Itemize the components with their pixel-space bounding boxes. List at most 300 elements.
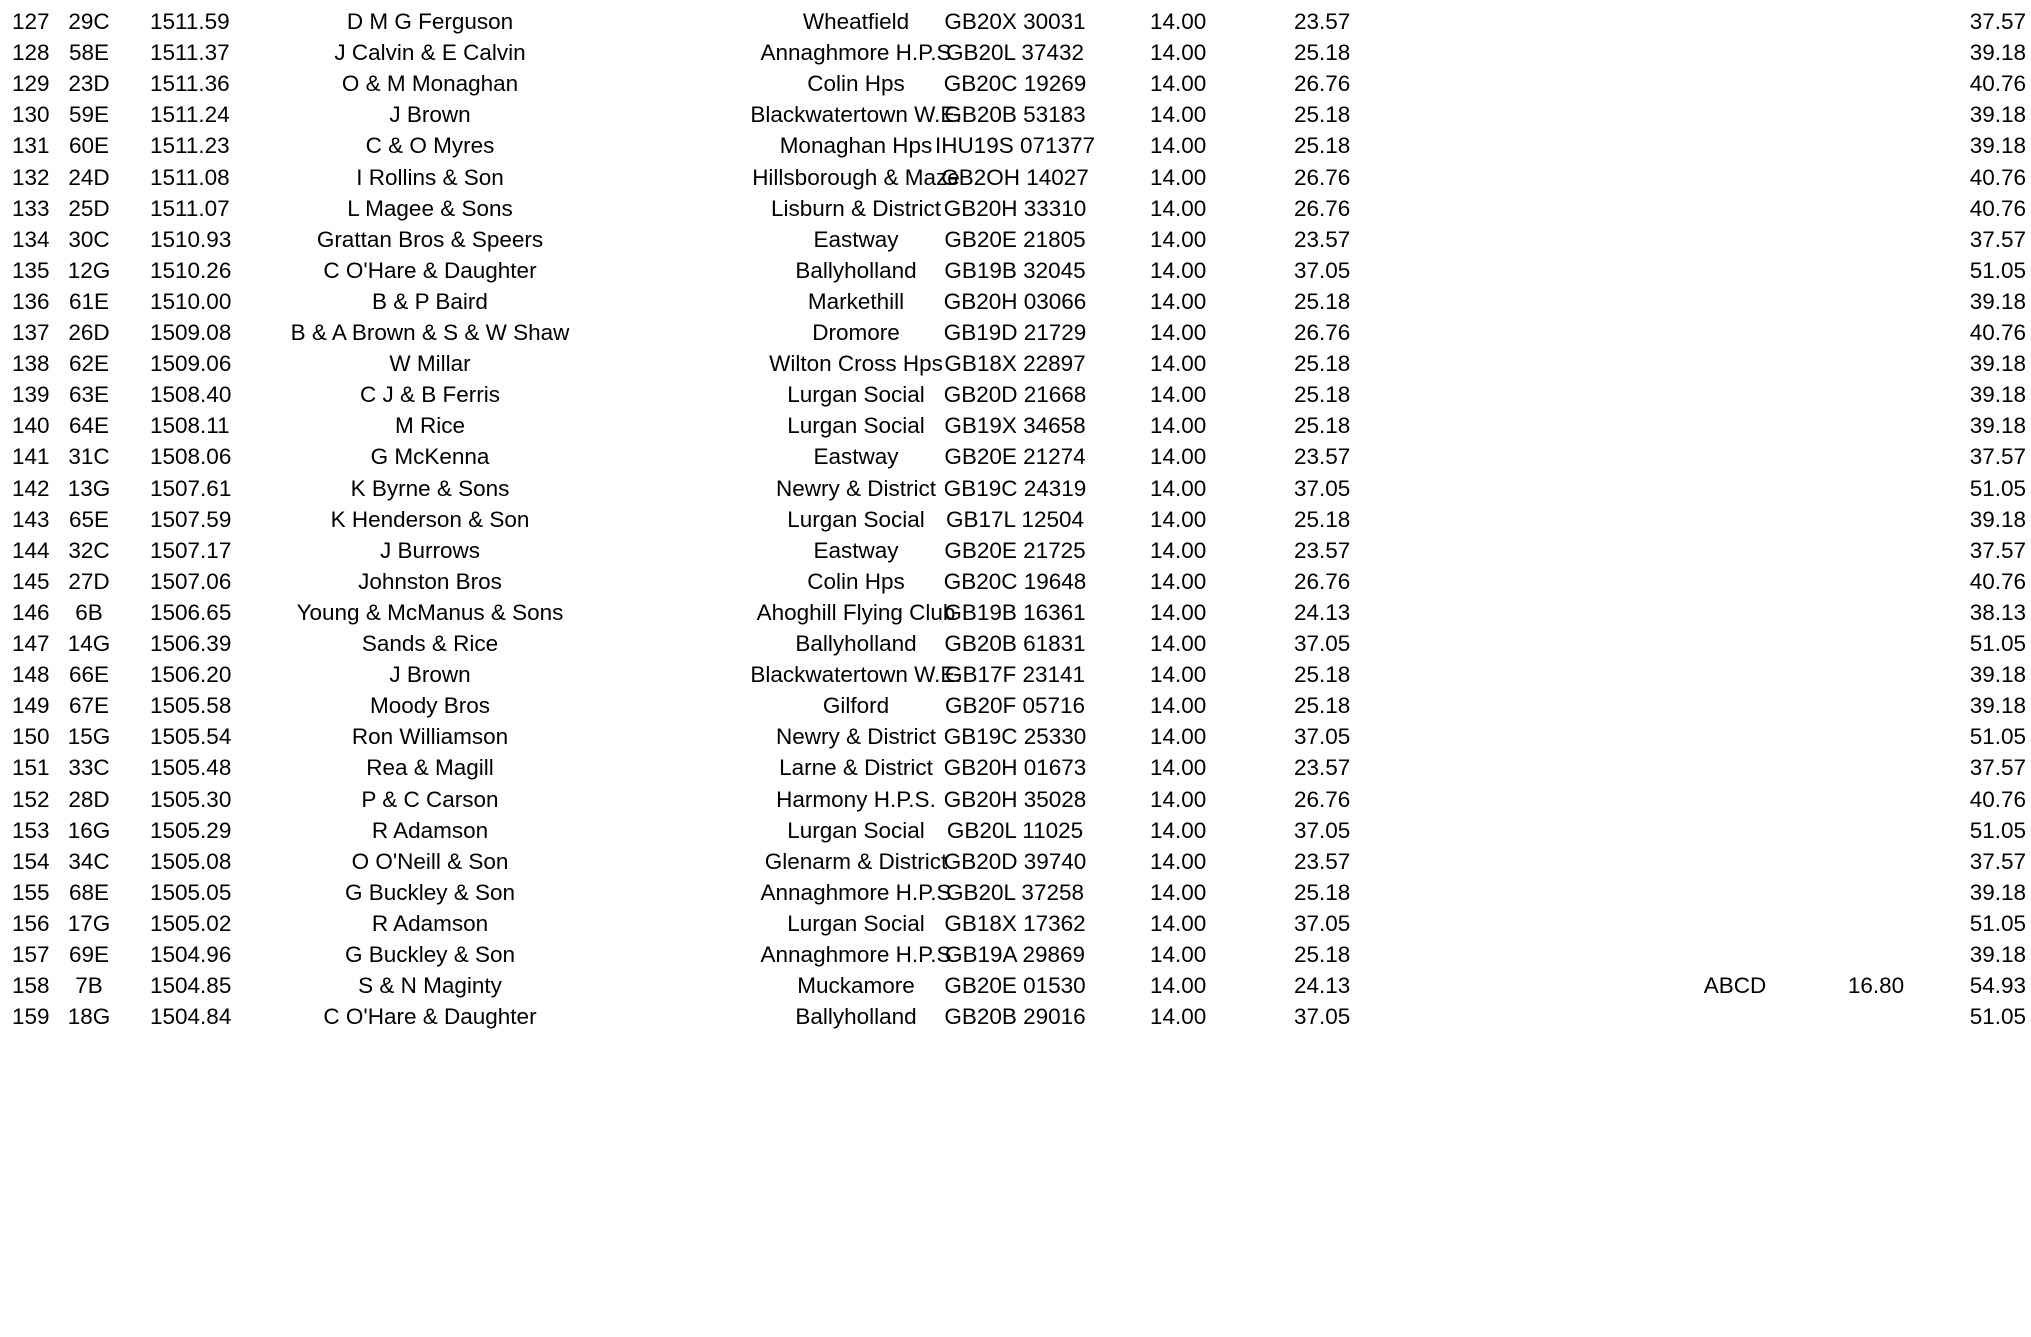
base-points-cell: 14.00 [1150,631,1207,656]
position-cell: 127 [12,9,50,34]
code-cell: 18G [67,1004,111,1030]
velocity-cell: 1508.11 [150,413,230,439]
club-cell: Wheatfield [802,9,910,34]
member-name-cell: K Byrne & Sons [350,475,510,501]
position-cell: 130 [12,102,50,128]
total-cell: 40.76 [1969,195,2026,221]
points-cell: 23.57 [1294,755,1351,781]
total-cell: 39.18 [1969,942,2026,967]
position-cell: 136 [12,288,50,314]
ring-number-cell: GB20E 21805 [944,226,1086,252]
club-cell: Lurgan Social [787,413,925,439]
velocity-cell: 1504.96 [150,942,232,967]
ring-number-cell: GB20E 21274 [944,444,1086,470]
ring-number-cell: GB20D 21668 [943,382,1087,408]
total-cell: 37.57 [1969,9,2026,34]
total-cell: 51.05 [1969,1004,2026,1030]
ring-number-cell: GB20B 29016 [944,1004,1086,1030]
base-points-cell: 14.00 [1150,724,1207,750]
club-cell: Dromore [812,320,900,345]
table-row [0,997,2031,1038]
code-cell: 69E [68,942,110,967]
club-cell: Muckamore [797,973,915,999]
position-cell: 156 [12,910,50,936]
points-cell: 25.18 [1294,942,1351,967]
ring-number-cell: GB20C 19269 [943,71,1087,97]
base-points-cell: 14.00 [1150,817,1207,843]
points-cell: 37.05 [1294,257,1351,283]
member-name-cell: Grattan Bros & Speers [316,226,544,252]
points-cell: 25.18 [1294,288,1351,314]
position-cell: 137 [12,320,50,345]
velocity-cell: 1505.54 [150,724,232,750]
member-name-cell: I Rollins & Son [356,164,504,190]
member-name-cell: K Henderson & Son [330,506,530,532]
club-cell: Lurgan Social [787,506,925,532]
velocity-cell: 1511.07 [150,195,230,221]
code-cell: 24D [68,164,110,190]
points-cell: 26.76 [1294,320,1351,345]
total-cell: 40.76 [1969,786,2026,812]
velocity-cell: 1511.59 [150,9,230,34]
points-cell: 24.13 [1294,973,1351,999]
base-points-cell: 14.00 [1150,257,1207,283]
code-cell: 31C [68,444,110,470]
base-points-cell: 14.00 [1150,9,1207,34]
ring-number-cell: GB20L 11025 [946,817,1084,843]
member-name-cell: B & P Baird [372,288,488,314]
total-cell: 39.18 [1969,662,2026,688]
base-points-cell: 14.00 [1150,102,1207,128]
base-points-cell: 14.00 [1150,910,1207,936]
total-cell: 37.57 [1969,537,2026,563]
club-cell: Colin Hps [807,568,905,594]
ring-number-cell: GB20X 30031 [944,9,1086,34]
total-cell: 51.05 [1969,817,2026,843]
base-points-cell: 14.00 [1150,444,1207,470]
total-cell: 37.57 [1969,226,2026,252]
ring-number-cell: GB20H 03066 [943,288,1087,314]
base-points-cell: 14.00 [1150,133,1207,159]
total-cell: 51.05 [1969,257,2026,283]
velocity-cell: 1504.84 [150,1004,232,1030]
member-name-cell: Young & McManus & Sons [296,599,564,625]
base-points-cell: 14.00 [1150,382,1207,408]
velocity-cell: 1506.39 [150,631,232,656]
total-cell: 39.18 [1969,413,2026,439]
velocity-cell: 1510.93 [150,226,232,252]
position-cell: 129 [12,71,50,97]
code-cell: 13G [67,475,111,501]
club-cell: Ahoghill Flying Club [756,599,956,625]
member-name-cell: Johnston Bros [358,568,502,594]
position-cell: 144 [12,537,50,563]
total-cell: 51.05 [1969,724,2026,750]
total-cell: 39.18 [1969,288,2026,314]
total-cell: 37.57 [1969,444,2026,470]
code-cell: 67E [68,693,110,719]
points-cell: 25.18 [1294,506,1351,532]
ring-number-cell: GB20C 19648 [943,568,1087,594]
member-name-cell: R Adamson [371,817,489,843]
total-cell: 39.18 [1969,40,2026,66]
position-cell: 159 [12,1004,50,1030]
total-cell: 40.76 [1969,164,2026,190]
code-cell: 17G [67,910,111,936]
velocity-cell: 1511.24 [150,102,230,128]
club-cell: Harmony H.P.S. [776,786,936,812]
code-cell: 15G [67,724,111,750]
club-cell: Ballyholland [795,257,917,283]
club-cell: Blackwatertown W.E. [750,102,962,128]
points-cell: 37.05 [1294,631,1351,656]
velocity-cell: 1506.65 [150,599,232,625]
code-cell: 61E [68,288,110,314]
member-name-cell: J Burrows [379,537,481,563]
velocity-cell: 1507.61 [150,475,232,501]
total-cell: 51.05 [1969,910,2026,936]
position-cell: 139 [12,382,50,408]
base-points-cell: 14.00 [1150,71,1207,97]
base-points-cell: 14.00 [1150,693,1207,719]
total-cell: 40.76 [1969,320,2026,345]
position-cell: 145 [12,568,50,594]
velocity-cell: 1511.08 [150,164,230,190]
base-points-cell: 14.00 [1150,848,1207,874]
club-cell: Eastway [813,537,899,563]
total-cell: 39.18 [1969,693,2026,719]
club-cell: Lurgan Social [787,817,925,843]
position-cell: 149 [12,693,50,719]
points-cell: 37.05 [1294,817,1351,843]
code-cell: 34C [68,848,110,874]
position-cell: 135 [12,257,50,283]
code-cell: 68E [68,879,110,905]
code-cell: 25D [68,195,110,221]
total-cell: 39.18 [1969,382,2026,408]
points-cell: 23.57 [1294,848,1351,874]
velocity-cell: 1509.08 [150,320,232,345]
ring-number-cell: GB20E 01530 [944,973,1086,999]
points-cell: 25.18 [1294,382,1351,408]
base-points-cell: 14.00 [1150,786,1207,812]
club-cell: Newry & District [775,475,936,501]
club-cell: Blackwatertown W.E. [750,662,962,688]
code-cell: 16G [67,817,111,843]
position-cell: 133 [12,195,50,221]
base-points-cell: 14.00 [1150,599,1207,625]
points-cell: 37.05 [1294,724,1351,750]
velocity-cell: 1505.02 [150,910,232,936]
ring-number-cell: GB20H 35028 [943,786,1087,812]
member-name-cell: C O'Hare & Daughter [323,257,537,283]
position-cell: 153 [12,817,50,843]
ring-number-cell: GB20B 53183 [944,102,1086,128]
base-points-cell: 14.00 [1150,942,1207,967]
velocity-cell: 1511.36 [150,71,230,97]
bonus-cell [1830,997,1922,1038]
points-cell: 25.18 [1294,351,1351,377]
club-cell: Monaghan Hps [779,133,933,159]
code-cell: 27D [68,568,110,594]
code-cell: 64E [68,413,110,439]
total-cell: 40.76 [1969,568,2026,594]
position-cell: 141 [12,444,50,470]
code-cell: 28D [68,786,110,812]
ring-number-cell: GB20H 33310 [943,195,1087,221]
code-cell: 58E [68,40,110,66]
club-cell: Lurgan Social [787,910,925,936]
position-cell: 155 [12,879,50,905]
ring-number-cell: GB20F 05716 [944,693,1086,719]
velocity-cell: 1505.08 [150,848,232,874]
base-points-cell: 14.00 [1150,537,1207,563]
base-points-cell: 14.00 [1150,413,1207,439]
total-cell: 39.18 [1969,506,2026,532]
club-cell: Ballyholland [795,631,917,656]
club-cell: Lurgan Social [787,382,925,408]
velocity-cell: 1507.06 [150,568,232,594]
ring-number-cell: GB19C 25330 [943,724,1087,750]
ring-number-cell: GB20B 61831 [944,631,1086,656]
ring-number-cell: GB19A 29869 [944,942,1086,967]
points-cell: 25.18 [1294,693,1351,719]
position-cell: 140 [12,413,50,439]
member-name-cell: G Buckley & Son [344,942,516,967]
total-cell: 51.05 [1969,631,2026,656]
total-cell: 37.57 [1969,848,2026,874]
member-name-cell: J Brown [389,662,471,688]
position-cell: 142 [12,475,50,501]
ring-number-cell: GB19B 16361 [944,599,1086,625]
member-name-cell: G Buckley & Son [344,879,516,905]
base-points-cell: 14.00 [1150,164,1207,190]
points-cell: 37.05 [1294,910,1351,936]
points-cell: 24.13 [1294,599,1351,625]
club-cell: Colin Hps [807,71,905,97]
position-cell: 134 [12,226,50,252]
member-name-cell: Sands & Rice [361,631,499,656]
position-cell: 157 [12,942,50,967]
ring-number-cell: GB20D 39740 [943,848,1087,874]
club-cell: Larne & District [779,755,933,781]
member-name-cell: O & M Monaghan [341,71,519,97]
code-cell: 30C [68,226,110,252]
position-cell: 131 [12,133,50,159]
pool-cell: ABCD [1703,973,1767,999]
club-cell: Hillsborough & Maze [752,164,960,190]
points-cell: 37.05 [1294,475,1351,501]
club-cell: Annaghmore H.P.S [760,40,952,66]
code-cell: 60E [68,133,110,159]
code-cell: 23D [68,71,110,97]
club-cell: Lisburn & District [770,195,942,221]
ring-number-cell: GB20E 21725 [944,537,1086,563]
position-cell: 152 [12,786,50,812]
code-cell: 26D [68,320,110,345]
points-cell: 23.57 [1294,226,1351,252]
total-cell: 39.18 [1969,351,2026,377]
base-points-cell: 14.00 [1150,226,1207,252]
member-name-cell: J Calvin & E Calvin [334,40,526,66]
club-cell: Glenarm & District [764,848,948,874]
ring-number-cell: GB19X 34658 [944,413,1086,439]
code-cell: 12G [67,257,111,283]
code-cell: 62E [68,351,110,377]
member-name-cell: D M G Ferguson [346,9,514,34]
member-name-cell: S & N Maginty [358,973,502,999]
base-points-cell: 14.00 [1150,755,1207,781]
ring-number-cell: GB20H 01673 [943,755,1087,781]
points-cell: 37.05 [1294,1004,1351,1030]
total-cell: 38.13 [1969,599,2026,625]
ring-number-cell: GB18X 22897 [944,351,1086,377]
velocity-cell: 1511.37 [150,40,230,66]
base-points-cell: 14.00 [1150,475,1207,501]
code-cell: 63E [68,382,110,408]
points-cell: 25.18 [1294,102,1351,128]
position-cell: 148 [12,662,50,688]
member-name-cell: C J & B Ferris [359,382,500,408]
club-cell: Wilton Cross Hps [769,351,943,377]
code-cell: 66E [68,662,110,688]
velocity-cell: 1511.23 [150,133,230,159]
member-name-cell: Moody Bros [369,693,491,719]
ring-number-cell: GB18X 17362 [944,910,1086,936]
ring-number-cell: GB20L 37432 [945,40,1085,66]
position-cell: 138 [12,351,50,377]
points-cell: 25.18 [1294,662,1351,688]
club-cell: Ballyholland [795,1004,917,1030]
base-points-cell: 14.00 [1150,351,1207,377]
ring-number-cell: GB2OH 14027 [941,164,1089,190]
velocity-cell: 1510.00 [150,288,232,314]
velocity-cell: 1504.85 [150,973,232,999]
member-name-cell: P & C Carson [361,786,499,812]
position-cell: 128 [12,40,50,66]
base-points-cell: 14.00 [1150,879,1207,905]
code-cell: 59E [68,102,110,128]
base-points-cell: 14.00 [1150,568,1207,594]
club-cell: Newry & District [775,724,936,750]
velocity-cell: 1505.48 [150,755,232,781]
club-cell: Eastway [813,444,899,470]
position-cell: 158 [12,973,50,999]
points-cell: 26.76 [1294,786,1351,812]
ring-number-cell: IHU19S 071377 [934,133,1096,159]
total-cell: 39.18 [1969,102,2026,128]
points-cell: 26.76 [1294,195,1351,221]
ring-number-cell: GB17L 12504 [945,506,1085,532]
velocity-cell: 1505.05 [150,879,232,905]
velocity-cell: 1505.58 [150,693,232,719]
total-cell: 40.76 [1969,71,2026,97]
points-cell: 25.18 [1294,413,1351,439]
code-cell: 7B [75,973,103,999]
velocity-cell: 1506.20 [150,662,232,688]
member-name-cell: W Millar [389,351,471,377]
points-cell: 23.57 [1294,444,1351,470]
total-cell: 39.18 [1969,879,2026,905]
points-cell: 23.57 [1294,537,1351,563]
points-cell: 25.18 [1294,879,1351,905]
base-points-cell: 14.00 [1150,40,1207,66]
points-cell: 23.57 [1294,9,1351,34]
member-name-cell: M Rice [394,413,465,439]
total-cell: 51.05 [1969,475,2026,501]
velocity-cell: 1505.29 [150,817,232,843]
position-cell: 146 [12,599,50,625]
base-points-cell: 14.00 [1150,662,1207,688]
code-cell: 6B [75,599,103,625]
ring-number-cell: GB17F 23141 [944,662,1086,688]
position-cell: 151 [12,755,50,781]
member-name-cell: O O'Neill & Son [351,848,509,874]
velocity-cell: 1509.06 [150,351,232,377]
club-cell: Gilford [822,693,890,719]
base-points-cell: 14.00 [1150,973,1207,999]
base-points-cell: 14.00 [1150,506,1207,532]
member-name-cell: C & O Myres [365,133,495,159]
member-name-cell: Ron Williamson [351,724,509,750]
pool-cell [1640,997,1830,1038]
position-cell: 143 [12,506,50,532]
club-cell: Annaghmore H.P.S [760,942,952,967]
code-cell: 33C [68,755,110,781]
points-cell: 26.76 [1294,568,1351,594]
points-cell: 26.76 [1294,71,1351,97]
member-name-cell: C O'Hare & Daughter [323,1004,537,1030]
position-cell: 147 [12,631,50,656]
velocity-cell: 1505.30 [150,786,232,812]
club-cell: Eastway [813,226,899,252]
position-cell: 150 [12,724,50,750]
base-points-cell: 14.00 [1150,195,1207,221]
velocity-cell: 1508.06 [150,444,232,470]
position-cell: 132 [12,164,50,190]
points-cell: 26.76 [1294,164,1351,190]
total-cell: 37.57 [1969,755,2026,781]
code-cell: 14G [67,631,111,656]
member-name-cell: J Brown [389,102,471,128]
velocity-cell: 1507.17 [150,537,232,563]
member-name-cell: R Adamson [371,910,489,936]
points-cell: 25.18 [1294,40,1351,66]
member-name-cell: B & A Brown & S & W Shaw [290,320,570,345]
code-cell: 65E [68,506,110,532]
velocity-cell: 1507.59 [150,506,232,532]
total-cell: 54.93 [1969,973,2026,999]
ring-number-cell: GB19C 24319 [943,475,1087,501]
ring-number-cell: GB19B 32045 [944,257,1086,283]
member-name-cell: Rea & Magill [366,755,494,781]
points-cell: 25.18 [1294,133,1351,159]
total-cell: 39.18 [1969,133,2026,159]
code-cell: 32C [68,537,110,563]
member-name-cell: G McKenna [370,444,490,470]
velocity-cell: 1508.40 [150,382,232,408]
member-name-cell: L Magee & Sons [347,195,513,221]
bonus-cell: 16.80 [1847,973,1905,999]
ring-number-cell: GB20L 37258 [945,879,1085,905]
velocity-cell: 1510.26 [150,257,232,283]
code-cell: 29C [68,9,110,34]
base-points-cell: 14.00 [1150,288,1207,314]
base-points-cell: 14.00 [1150,320,1207,345]
ring-number-cell: GB19D 21729 [943,320,1087,345]
club-cell: Annaghmore H.P.S [760,879,952,905]
position-cell: 154 [12,848,50,874]
